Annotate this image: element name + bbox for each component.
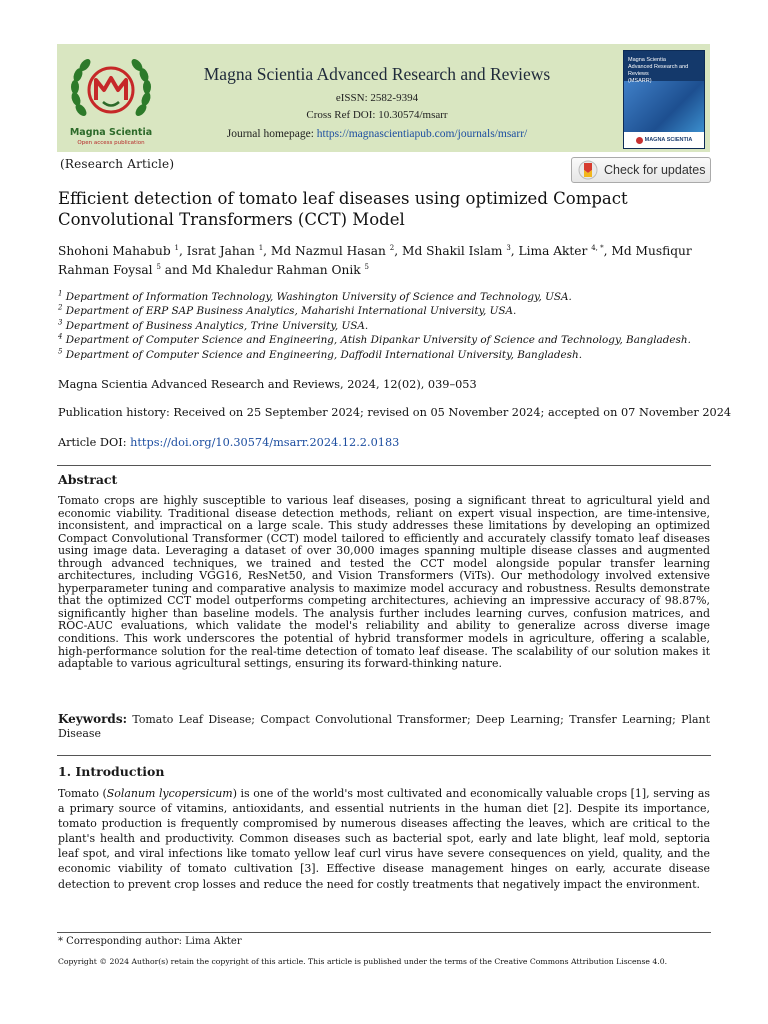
- author: Md Khaledur Rahman Onik $^5$: [191, 262, 369, 277]
- homepage-label: Journal homepage:: [226, 128, 314, 140]
- cover-title: Magna Scientia Advanced Research and Reviews (MSARR): [628, 57, 689, 84]
- author: Md Musfiqur Rahman Foysal $^5$: [58, 244, 692, 277]
- abstract-text: Tomato crops are highly susceptible to various leaf diseases, posing a significant threat to agricultural yield and economic viability. Traditional disease detection methods, reliant on expert visual inspection, are time-intensive, inconsistent, and impractical on a large scale. This study addresses these limitations by developing an optimized Compact Convolutional Transformer (CCT) model tailored to efficiently and accurately classify tomato leaf diseases using image data. Leveraging a dataset of over 30,000 images spanning multiple disease classes and augmented through advanced techniques, we trained and tested the CCT model alongside popular transfer learning architectures, including VGG16, ResNet50, and Vision Transformers (ViTs). Our methodology involved extensive hyperparameter tuning and comparative analysis to maximize model accuracy and robustness. Results demonstrate that the optimized CCT model outperforms competing architectures, achieving an impressive accuracy of 98.87%, significantly higher than baseline models. The analysis further includes learning curves, confusion matrices, and ROC-AUC evaluations, which validate the model's reliability and ability to generalize across diverse image conditions. This work underscores the potential of hybrid transformer models in agriculture, offering a scalable, high-performance solution for the real-time detection of tomato leaf disease. The scalability of our solution makes it adaptable to various agricultural settings, ensuring its forward-thinking nature.: [58, 494, 710, 671]
- divider: [57, 755, 711, 756]
- doi-label: Article DOI:: [58, 436, 127, 449]
- citation: Magna Scientia Advanced Research and Reviews, 2024, 12(02), 039–053: [58, 378, 477, 391]
- journal-homepage: [172, 128, 582, 140]
- article-title: Efficient detection of tomato leaf diseases using optimized Compact Convolutional Transformers (CCT) Model: [58, 189, 628, 229]
- author: Shohoni Mahabub $^1$: [58, 243, 180, 258]
- divider: [57, 465, 711, 466]
- keywords-label: Keywords:: [58, 712, 128, 726]
- section-heading-introduction: 1. Introduction: [58, 764, 165, 779]
- corresponding-author-footnote: * Corresponding author: Lima Akter: [58, 936, 242, 947]
- crossref-doi: Cross Ref DOI: 10.30574/msarr: [306, 109, 448, 121]
- copyright-notice: Copyright © 2024 Author(s) retain the copyright of this article. This article is published under the terms of the Creative Commons Attribution Liscense 4.0.: [58, 957, 668, 966]
- homepage-link[interactable]: https://magnascientiapub.com/journals/msarr/: [316, 128, 528, 140]
- doi-link[interactable]: https://doi.org/10.30574/msarr.2024.12.2.0183: [130, 436, 400, 449]
- keywords-list: Tomato Leaf Disease; Compact Convolutional Transformer; Deep Learning; Transfer Learning; Plant Disease: [58, 713, 710, 740]
- author-list: Shohoni Mahabub $^1$, Israt Jahan $^1$, Md Nazmul Hasan $^2$, Md Shakil Islam $^3$, Lima Akter $^{4, *}$, Md Musfiqur Rahman Foysal $^5$ and Md Khaledur Rahman Onik $^5$: [58, 243, 692, 277]
- cover-artwork: [624, 81, 704, 133]
- affiliation: $^1$ Department of Information Technology, Washington University of Science and Technology, USA.: [58, 289, 572, 303]
- author: Israt Jahan $^1$: [186, 243, 264, 258]
- keywords: [58, 712, 710, 741]
- affiliation: $^5$ Department of Computer Science and Engineering, Daffodil International University, Bangladesh.: [58, 347, 583, 361]
- cover-publisher: MAGNA SCIENTIA: [644, 137, 693, 143]
- affiliations: [58, 290, 718, 362]
- laurel-wreath-icon: [65, 54, 157, 128]
- crossmark-icon: [578, 160, 598, 180]
- article-doi: [58, 436, 399, 449]
- eissn: eISSN: 2582-9394: [335, 92, 419, 104]
- journal-cover: [623, 50, 705, 149]
- affiliation: $^3$ Department of Business Analytics, Trine University, USA.: [58, 318, 369, 332]
- article-type: (Research Article): [60, 157, 175, 171]
- introduction-text: Tomato (Solanum lycopersicum) is one of the world's most cultivated and economically valuable crops [1], serving as a primary source of vitamins, antioxidants, and essential nutrients in the human diet [2]. Despite its importance, tomato production is frequently compromised by numerous diseases affecting the leaves, which are critical to the plant's health and productivity. Common diseases such as bacterial spot, early and late blight, leaf mold, septoria leaf spot, and viral infections like tomato yellow leaf curl virus have severe consequences on yield, quality, and the economic viability of tomato cultivation [3]. Effective disease management hinges on early, accurate disease detection to prevent crop losses and reduce the need for costly treatments that negatively impact the environment.: [58, 787, 710, 891]
- journal-banner: [57, 44, 710, 152]
- journal-logo: [65, 54, 157, 150]
- abstract-heading: Abstract: [58, 472, 118, 487]
- affiliation: $^2$ Department of ERP SAP Business Analytics, Maharishi International University, USA.: [58, 303, 517, 318]
- publication-history: Publication history: Received on 25 September 2024; revised on 05 November 2024; accepted on 07 November 2024: [58, 406, 732, 419]
- logo-name: Magna Scientia: [69, 127, 153, 138]
- check-updates-label: Check for updates: [604, 163, 706, 177]
- journal-title: Magna Scientia Advanced Research and Reviews: [203, 64, 551, 84]
- cover-footer: [624, 132, 704, 148]
- author: Md Nazmul Hasan $^2$: [270, 243, 395, 258]
- publisher-mark-icon: [636, 137, 643, 144]
- affiliation: $^4$ Department of Computer Science and Engineering, Atish Dipankar University of Science and Technology, Bangladesh.: [58, 332, 691, 347]
- check-for-updates-button[interactable]: [571, 157, 711, 183]
- author: Lima Akter $^{4, *}$: [518, 243, 604, 258]
- author: Md Shakil Islam $^3$: [401, 243, 511, 258]
- logo-tagline: Open access publication: [77, 140, 145, 146]
- footnote-divider: [57, 932, 711, 933]
